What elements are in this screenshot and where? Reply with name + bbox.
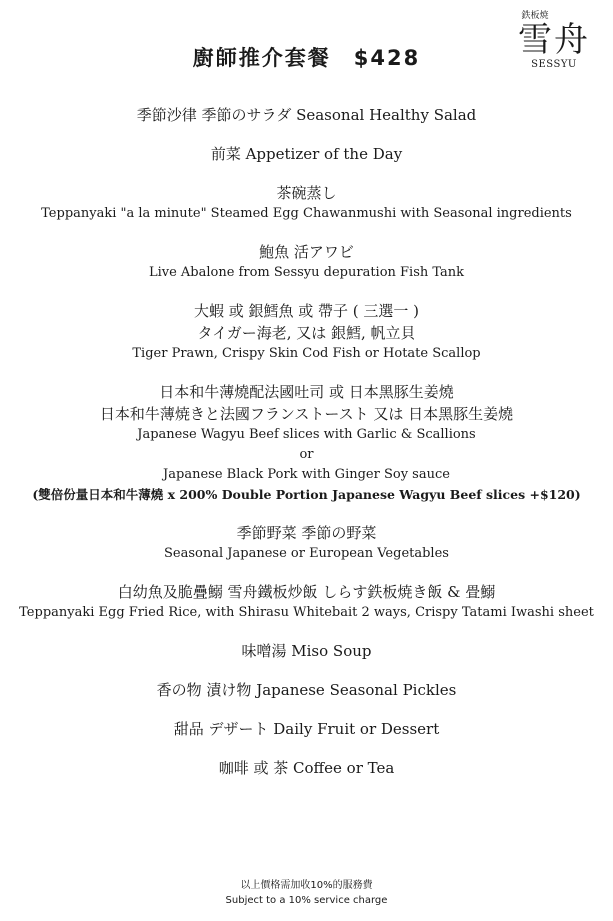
course-description: Seasonal Japanese or European Vegetables [164, 546, 449, 561]
course-name: タイガー海老, 又は 銀鱈, 帆立貝 [197, 324, 416, 342]
course-item [0, 522, 613, 564]
service-charge-footer [0, 878, 613, 908]
course-item [0, 640, 613, 662]
course-description: Japanese Black Pork with Ginger Soy sauce [163, 467, 450, 482]
course-upgrade-note: (雙倍份量日本和牛薄燒 x 200% Double Portion Japanese Wagyu Beef slices +$120) [32, 487, 581, 502]
course-item [0, 143, 613, 165]
course-description: Teppanyaki "a la minute" Steamed Egg Chawanmushi with Seasonal ingredients [41, 206, 572, 221]
course-item [0, 104, 613, 126]
course-name: 甜品 デザート Daily Fruit or Dessert [173, 720, 440, 738]
course-item [0, 182, 613, 224]
course-description: Japanese Wagyu Beef slices with Garlic & Scallions [137, 427, 476, 442]
course-description: Teppanyaki Egg Fried Rice, with Shirasu Whitebait 2 ways, Crispy Tatami Iwashi sheet [19, 605, 594, 620]
menu-title: 廚師推介套餐 $428 [192, 46, 421, 70]
course-name: 大蝦 或 銀鱈魚 或 帶子 ( 三選一 ) [193, 302, 420, 320]
footer-chinese: 以上價格需加收10%的服務費 [240, 880, 373, 891]
course-name: 季節沙律 季節のサラダ Seasonal Healthy Salad [136, 106, 477, 124]
course-description: or [299, 447, 314, 462]
course-name: 味噌湯 Miso Soup [241, 642, 372, 660]
course-name: 茶碗蒸し [276, 184, 337, 202]
course-name: 咖啡 或 茶 Coffee or Tea [218, 759, 395, 777]
course-description: Live Abalone from Sessyu depuration Fish Tank [148, 265, 465, 280]
logo-teppanyaki-text: 鉄板焼 [521, 11, 549, 21]
course-item [0, 300, 613, 364]
course-name: 鮑魚 活アワビ [259, 243, 354, 261]
course-name: 季節野菜 季節の野菜 [236, 524, 377, 542]
course-item [0, 718, 613, 740]
logo-mark: 雪舟 [518, 20, 590, 60]
course-item [0, 679, 613, 701]
course-list [0, 104, 613, 796]
course-name: 前菜 Appetizer of the Day [210, 145, 403, 163]
course-name: 白幼魚及脆疊鰯 雪舟鐵板炒飯 しらす鉄板焼き飯 & 畳鰯 [117, 583, 496, 601]
footer-english: Subject to a 10% service charge [225, 895, 388, 906]
course-name: 日本和牛薄燒配法國吐司 或 日本黑豚生姜燒 [159, 383, 454, 401]
course-name: 香の物 漬け物 Japanese Seasonal Pickles [156, 681, 457, 699]
course-item [0, 241, 613, 283]
sessyu-logo [509, 8, 599, 70]
course-item [0, 581, 613, 623]
course-item [0, 381, 613, 505]
course-name: 日本和牛薄焼きと法國フランストースト 又は 日本黑豚生姜燒 [99, 405, 514, 423]
logo-english-name: SESSYU [531, 59, 577, 70]
course-item [0, 757, 613, 779]
course-description: Tiger Prawn, Crispy Skin Cod Fish or Hotate Scallop [132, 346, 481, 361]
